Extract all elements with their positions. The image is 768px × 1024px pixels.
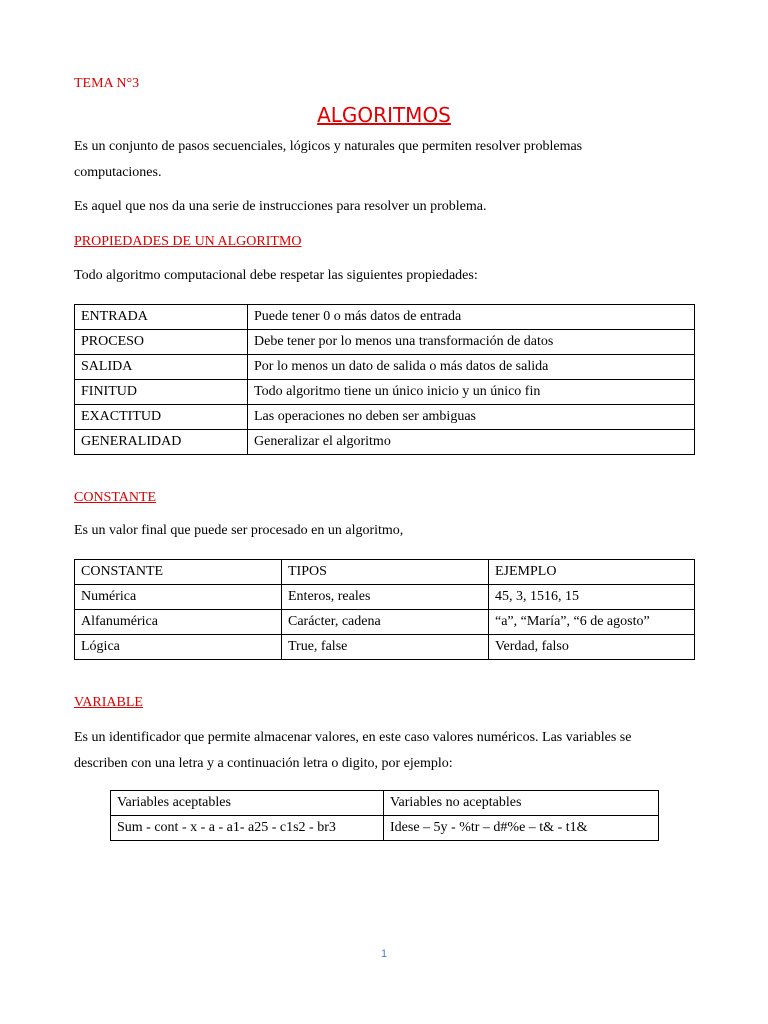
intro-paragraph-2: Es aquel que nos da una serie de instrucciones para resolver un problema. xyxy=(74,199,487,214)
table-cell: Debe tener por lo menos una transformación de datos xyxy=(248,330,695,355)
properties-heading: PROPIEDADES DE UN ALGORITMO xyxy=(74,234,302,249)
constant-intro: Es un valor final que puede ser procesado en un algoritmo, xyxy=(74,523,404,538)
table-cell: Variables no aceptables xyxy=(384,791,659,816)
constant-table xyxy=(74,559,695,660)
table-cell: TIPOS xyxy=(282,560,489,585)
table-cell: Generalizar el algoritmo xyxy=(248,430,695,455)
table-row xyxy=(75,355,695,380)
table-cell: ENTRADA xyxy=(75,305,248,330)
table-cell: Variables aceptables xyxy=(111,791,384,816)
variable-intro-line2: describen con una letra y a continuación letra o digito, por ejemplo: xyxy=(74,756,453,771)
table-cell: Todo algoritmo tiene un único inicio y un único fin xyxy=(248,380,695,405)
properties-table xyxy=(74,304,695,455)
table-row xyxy=(75,305,695,330)
variable-heading: VARIABLE xyxy=(74,695,143,710)
page-title: ALGORITMOS xyxy=(317,103,451,127)
table-cell: Alfanumérica xyxy=(75,610,282,635)
table-cell: “a”, “María”, “6 de agosto” xyxy=(489,610,695,635)
table-cell: True, false xyxy=(282,635,489,660)
properties-intro: Todo algoritmo computacional debe respetar las siguientes propiedades: xyxy=(74,268,478,283)
table-cell: EJEMPLO xyxy=(489,560,695,585)
table-cell: FINITUD xyxy=(75,380,248,405)
table-cell: Carácter, cadena xyxy=(282,610,489,635)
table-row xyxy=(75,635,695,660)
table-row xyxy=(75,405,695,430)
intro-paragraph-line2: computaciones. xyxy=(74,165,162,180)
table-cell: Verdad, falso xyxy=(489,635,695,660)
table-cell: Numérica xyxy=(75,585,282,610)
intro-paragraph-line1: Es un conjunto de pasos secuenciales, lógicos y naturales que permiten resolver problemas xyxy=(74,139,583,154)
table-row xyxy=(75,380,695,405)
topic-label: TEMA N°3 xyxy=(74,76,140,91)
table-cell: Idese – 5y - %tr – d#%e – t& - t1& xyxy=(384,816,659,841)
table-cell: Por lo menos un dato de salida o más datos de salida xyxy=(248,355,695,380)
table-row xyxy=(111,816,659,841)
table-row xyxy=(111,791,659,816)
variable-table xyxy=(110,790,659,841)
table-row xyxy=(75,330,695,355)
constant-heading: CONSTANTE xyxy=(74,490,157,505)
table-cell: PROCESO xyxy=(75,330,248,355)
table-cell: SALIDA xyxy=(75,355,248,380)
table-row xyxy=(75,430,695,455)
table-cell: Puede tener 0 o más datos de entrada xyxy=(248,305,695,330)
table-row xyxy=(75,560,695,585)
variable-intro-line1: Es un identificador que permite almacenar valores, en este caso valores numéricos. Las variables se xyxy=(74,730,632,745)
table-cell: Las operaciones no deben ser ambiguas xyxy=(248,405,695,430)
page-number: 1 xyxy=(380,948,388,960)
table-row xyxy=(75,585,695,610)
table-row xyxy=(75,610,695,635)
table-cell: CONSTANTE xyxy=(75,560,282,585)
table-cell: GENERALIDAD xyxy=(75,430,248,455)
table-cell: Lógica xyxy=(75,635,282,660)
table-cell: Enteros, reales xyxy=(282,585,489,610)
table-cell: 45, 3, 1516, 15 xyxy=(489,585,695,610)
table-cell: Sum - cont - x - a - a1- a25 - c1s2 - br3 xyxy=(111,816,384,841)
table-cell: EXACTITUD xyxy=(75,405,248,430)
